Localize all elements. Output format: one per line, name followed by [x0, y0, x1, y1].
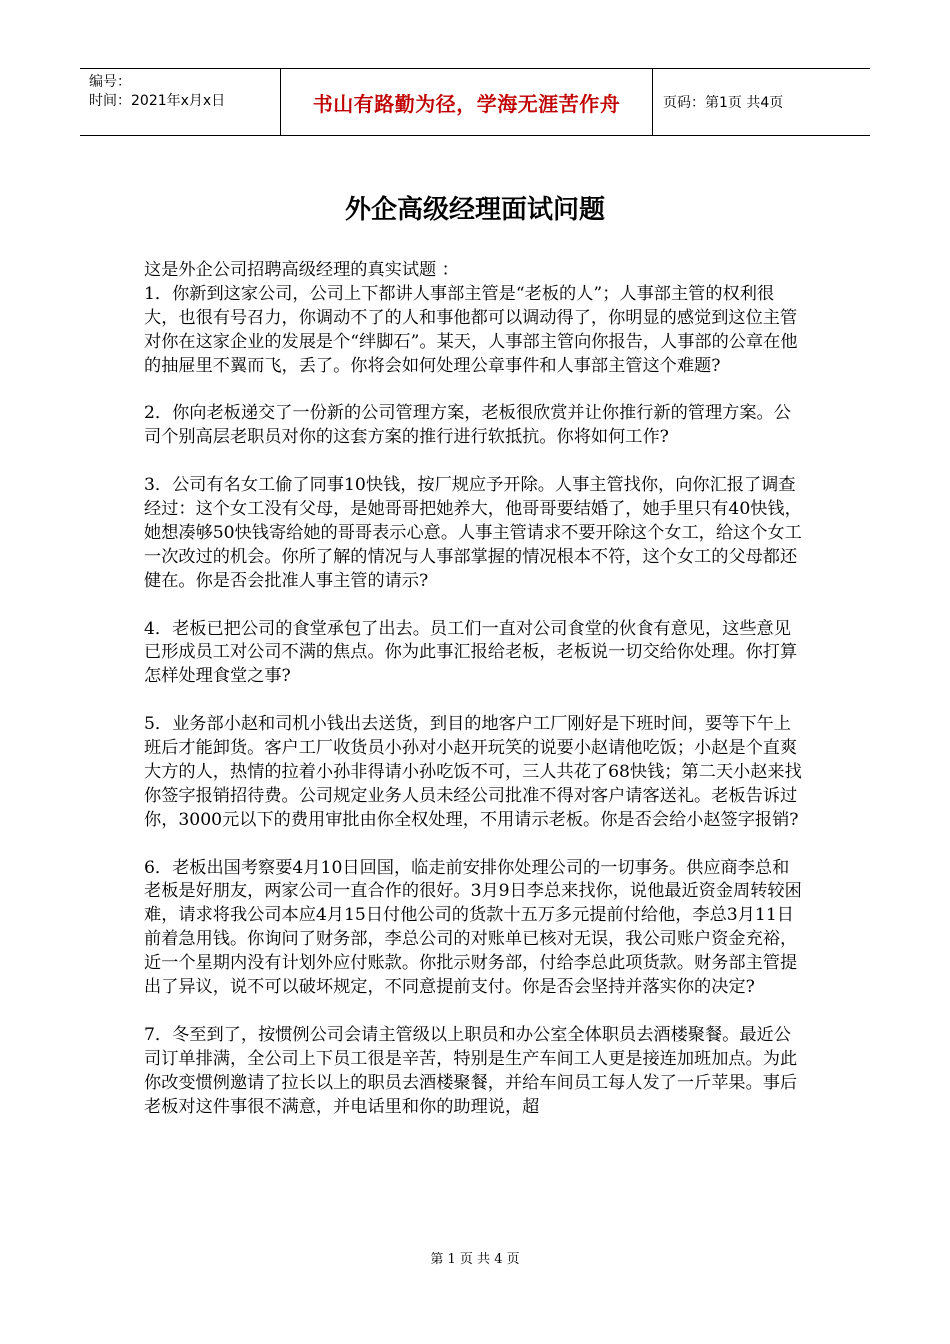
document-date: 时间：2021年x月x日 — [89, 93, 226, 109]
header-meta — [80, 69, 281, 135]
question-paragraph-2: 2．你向老板递交了一份新的公司管理方案，老板很欣赏并让你推行新的管理方案。公司个别高层老职员对你的这套方案的推行进行软抵抗。你将如何工作? — [144, 403, 791, 448]
document-body — [144, 259, 806, 1120]
question-paragraph-1: 1．你新到这家公司，公司上下都讲人事部主管是“老板的人”；人事部主管的权利很大，也很有号召力，你调动不了的人和事他都可以调动得了，你明显的感觉到这位主管对你在这家企业的发展是个“绊脚石”。某天，人事部主管向你报告，人事部的公章在他的抽屉里不翼而飞，丢了。你将会如何处理公章事件和人事部主管这个难题? — [144, 283, 798, 376]
page-header — [80, 68, 870, 136]
question-paragraph-4: 4．老板已把公司的食堂承包了出去。员工们一直对公司食堂的伙食有意见，这些意见已形成员工对公司不满的焦点。你为此事汇报给老板，老板说一切交给你处理。你打算怎样处理食堂之事? — [144, 618, 798, 687]
question-paragraph-6: 6．老板出国考察要4月10日回国，临走前安排你处理公司的一切事务。供应商李总和老板是好朋友，两家公司一直合作的很好。3月9日李总来找你，说他最近资金周转较困难，请求将我公司本应4月15日付他公司的货款十五万多元提前付给他，李总3月11日前着急用钱。你询问了财务部，李总公司的对账单已核对无误，我公司账户资金充裕，近一个星期内没有计划外应付账款。你批示财务部，付给李总此项货款。财务部主管提出了异议，说不可以破坏规定，不同意提前支付。你是否会坚持并落实你的决定? — [144, 857, 802, 998]
question-paragraph-5: 5．业务部小赵和司机小钱出去送货，到目的地客户工厂刚好是下班时间，要等下午上班后才能卸货。客户工厂收货员小孙对小赵开玩笑的说要小赵请他吃饭；小赵是个直爽大方的人，热情的拉着小孙非得请小孙吃饭不可，三人共花了68快钱；第二天小赵来找你签字报销招待费。公司规定业务人员未经公司批准不得对客户请客送礼。老板告诉过你，3000元以下的费用审批由你全权处理，不用请示老板。你是否会给小赵签字报销? — [144, 714, 802, 830]
document-title: 外企高级经理面试问题 — [344, 195, 605, 225]
header-page-info: 页码：第1页 共4页 — [663, 95, 784, 111]
question-paragraph-7: 7．冬至到了，按惯例公司会请主管级以上职员和办公室全体职员去酒楼聚餐。最近公司订单排满，全公司上下员工很是辛苦，特别是生产车间工人更是接连加班加点。为此你改变惯例邀请了拉长以上的职员去酒楼聚餐，并给车间员工每人发了一斤苹果。事后老板对这件事很不满意，并电话里和你的助理说，超 — [144, 1024, 798, 1117]
intro-paragraph: 这是外企公司招聘高级经理的真实试题 ： — [144, 260, 459, 280]
page-footer: 第 1 页 共 4 页 — [430, 1252, 520, 1267]
header-motto: 书山有路勤为径，学海无涯苦作舟 — [281, 69, 653, 135]
document-number-label: 编号： — [89, 74, 131, 90]
question-paragraph-3: 3．公司有名女工偷了同事10快钱，按厂规应予开除。人事主管找你，向你汇报了调查经过：这个女工没有父母，是她哥哥把她养大，他哥哥要结婚了，她手里只有40快钱，她想凑够50快钱寄给她的哥哥表示心意。人事主管请求不要开除这个女工，给这个女工一次改过的机会。你所了解的情况与人事部掌握的情况根本不符，这个女工的父母都还健在。你是否会批准人事主管的请示? — [144, 475, 802, 591]
